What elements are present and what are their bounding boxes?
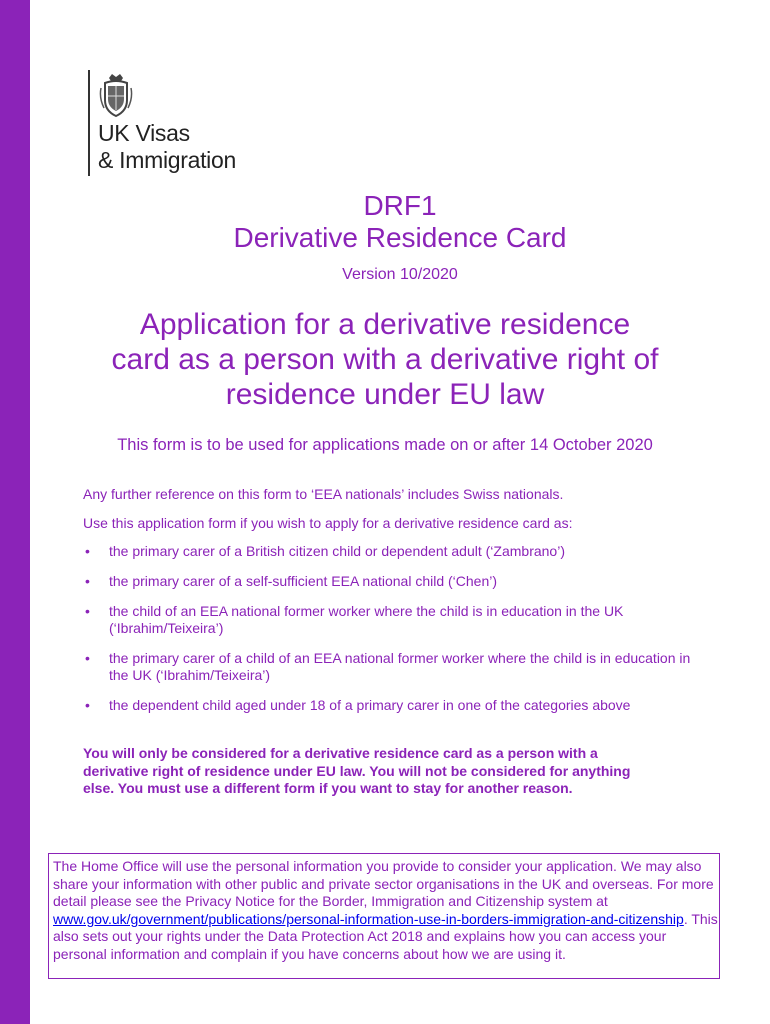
eea-reference-note: Any further reference on this form to ‘EEA nationals’ includes Swiss nationals. xyxy=(83,486,564,502)
uk-visas-immigration-logo xyxy=(88,70,288,180)
privacy-notice-box xyxy=(48,853,720,979)
application-title xyxy=(80,307,690,412)
list-item xyxy=(83,650,698,684)
list-item xyxy=(83,573,698,590)
list-item-text: the primary carer of a British citizen child or dependent adult (‘Zambrano’) xyxy=(109,543,565,559)
bullet-icon: • xyxy=(85,697,90,713)
bullet-icon: • xyxy=(85,543,90,559)
privacy-text-rights: . This also sets out your rights under the Data Protection Act 2018 and explains how you can access your personal information and complain if you have concerns about how we are using it. xyxy=(53,910,718,962)
list-item-text: the primary carer of a self-sufficient EEA national child (‘Chen’) xyxy=(109,573,498,589)
list-item-text: the primary carer of a child of an EEA national former worker where the child is in education in the UK (‘Ibrahim/Teixeira’) xyxy=(109,650,691,683)
privacy-notice-link[interactable]: www.gov.uk/government/publications/personal-information-use-in-borders-immigration-and-citizenship xyxy=(53,910,684,927)
list-item-text: the child of an EEA national former worker where the child is in education in the UK (‘Ibrahim/Teixeira’) xyxy=(109,603,624,636)
eligibility-intro: Use this application form if you wish to apply for a derivative residence card as: xyxy=(83,515,573,531)
bullet-icon: • xyxy=(85,650,90,666)
bullet-icon: • xyxy=(85,603,90,619)
application-title-line-2: card as a person with a derivative right of xyxy=(111,343,659,376)
logo-line-1: UK Visas xyxy=(98,120,190,146)
form-version: Version 10/2020 xyxy=(342,266,458,283)
royal-crest-icon xyxy=(99,74,133,118)
application-title-line-3: residence under EU law xyxy=(225,378,545,411)
form-code: DRF1 xyxy=(363,190,437,221)
logo-divider xyxy=(88,70,90,176)
application-title-line-1: Application for a derivative residence xyxy=(139,308,631,341)
list-item-text: the dependent child aged under 18 of a primary carer in one of the categories above xyxy=(109,697,631,713)
list-item xyxy=(83,697,698,714)
list-item xyxy=(83,603,698,637)
logo-wordmark xyxy=(98,120,236,174)
bullet-icon: • xyxy=(85,573,90,589)
purple-side-bar xyxy=(0,0,30,1024)
logo-line-2: & Immigration xyxy=(98,147,236,173)
eligibility-list xyxy=(83,543,698,727)
list-item xyxy=(83,543,698,560)
usage-note: This form is to be used for applications made on or after 14 October 2020 xyxy=(117,436,653,454)
eligibility-warning: You will only be considered for a derivative residence card as a person with a derivative right of residence under EU law. You will not be considered for anything else. You must use a different form if you want to stay for another reason. xyxy=(83,745,631,796)
form-name: Derivative Residence Card xyxy=(233,222,567,253)
privacy-text-intro: The Home Office will use the personal information you provide to consider your application. We may also share your information with other public and private sector organisations in the UK and overseas. For more detail please see the Privacy Notice for the Border, Immigration and Citizenship system at xyxy=(53,858,714,909)
